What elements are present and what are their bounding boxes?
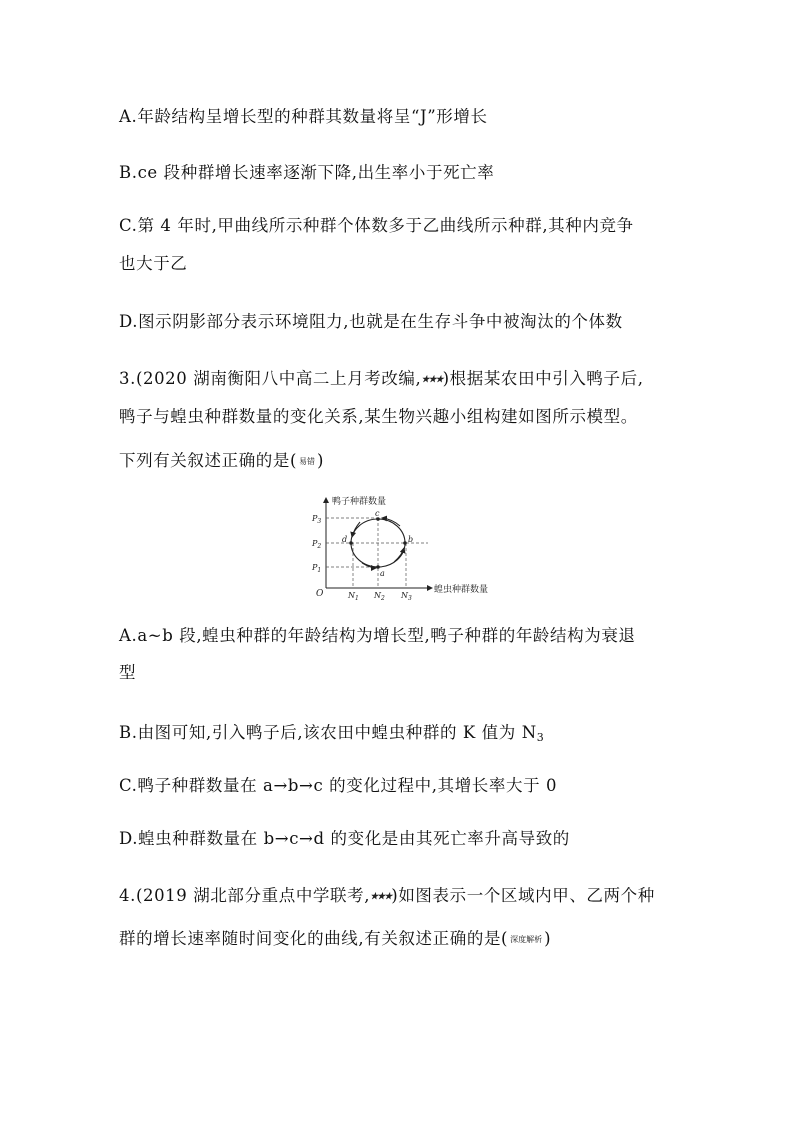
q2-option-b: B.ce 段种群增长速率逐渐下降,出生率小于死亡率 [119, 163, 495, 182]
point-b [403, 541, 407, 545]
q3-option-a-line1: A.a~b 段,蝗虫种群的年龄结构为增长型,鸭子种群的年龄结构为衰退 [119, 626, 636, 645]
q2-option-c-line2: 也大于乙 [119, 254, 188, 273]
q3-stem-line1 [119, 368, 644, 391]
point-d [349, 541, 353, 545]
q4-stem-line2b: ) [544, 929, 552, 948]
q2-option-d: D.图示阴影部分表示环境阻力,也就是在生存斗争中被淘汰的个体数 [119, 312, 623, 331]
label-a: a [380, 569, 385, 578]
tick-n1: $N_1$ [348, 591, 359, 602]
x-ticks [347, 591, 412, 602]
q4-stem-part1: 4.(2019 湖北部分重点中学联考, [119, 886, 371, 905]
y-axis-label: 鸭子种群数量 [332, 497, 387, 507]
q3-option-a-line2: 型 [119, 663, 137, 682]
tick-n3: $N_3$ [401, 591, 412, 602]
q3-option-b-text: B.由图可知,引入鸭子后,该农田中蝗虫种群的 K 值为 N [119, 723, 537, 742]
tick-n2: $N_2$ [374, 591, 385, 602]
label-d: d [342, 535, 348, 544]
guide-lines [326, 518, 428, 588]
deep-analysis-tag: 深度解析 [510, 934, 543, 944]
origin-label: O [316, 589, 324, 599]
q2-option-c-line1: C.第 4 年时,甲曲线所示种群个体数多于乙曲线所示种群,其种内竞争 [119, 216, 634, 235]
q2-option-a: A.年龄结构呈增长型的种群其数量将呈“J”形增长 [119, 107, 488, 126]
q4-stem-line2a: 群的增长速率随时间变化的曲线,有关叙述正确的是( [119, 929, 509, 948]
q3-stem-line3a: 下列有关叙述正确的是( [119, 451, 298, 470]
q3-option-d: D.蝗虫种群数量在 b→c→d 的变化是由其死亡率升高导致的 [119, 829, 570, 848]
q4-stem-part2: )如图表示一个区域内甲、乙两个种 [391, 886, 655, 905]
tick-p3: $P_3$ [312, 514, 322, 525]
q3-stem-part2: )根据某农田中引入鸭子后, [442, 369, 644, 388]
q3-stem-line2: 鸭子与蝗虫种群数量的变化关系,某生物兴趣小组构建如图所示模型。 [119, 407, 638, 426]
q3-option-c: C.鸭子种群数量在 a→b→c 的变化过程中,其增长率大于 0 [119, 776, 558, 795]
error-prone-tag: 易错 [299, 456, 316, 466]
q3-stem-part1: 3.(2020 湖南衡阳八中高二上月考改编, [119, 369, 422, 388]
duck-locust-model-figure [300, 492, 490, 604]
x-axis-label: 蝗虫种群数量 [434, 585, 489, 595]
difficulty-star-icon: ★★★ [370, 891, 392, 902]
q3-option-b-subscript: 3 [536, 731, 545, 744]
q3-stem-line3b: ) [317, 451, 325, 470]
q4-stem-line2 [119, 928, 551, 951]
label-c: c [375, 509, 380, 518]
y-ticks [311, 514, 321, 574]
q4-stem-line1 [119, 885, 655, 908]
tick-p2: $P_2$ [312, 539, 322, 550]
q3-stem-line3 [119, 450, 324, 473]
q3-option-b [119, 722, 544, 749]
tick-p1: $P_1$ [312, 563, 322, 574]
difficulty-star-icon: ★★★ [421, 374, 443, 385]
label-b: b [408, 535, 414, 544]
